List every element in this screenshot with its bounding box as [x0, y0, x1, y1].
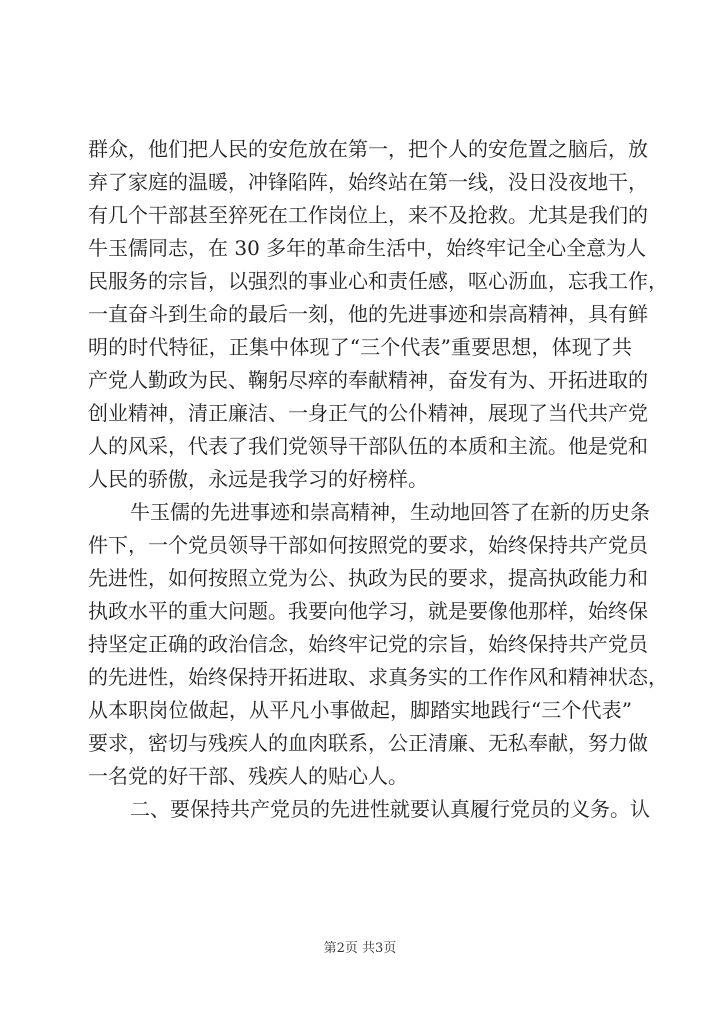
text-line: 一直奋斗到生命的最后一刻，他的先进事迹和崇高精神，具有鲜	[88, 302, 648, 326]
text-line: 件下，一个党员领导干部如何按照党的要求，始终保持共产党员	[88, 533, 648, 557]
text-line: 先进性，如何按照立党为公、执政为民的要求，提高执政能力和	[88, 566, 648, 590]
text-line: 要求，密切与残疾人的血肉联系，公正清廉、无私奉献，努力做	[88, 731, 648, 755]
text-line: 持坚定正确的政治信念，始终牢记党的宗旨，始终保持共产党员	[88, 632, 648, 656]
text-line: 弃了家庭的温暖，冲锋陷阵，始终站在第一线，没日没夜地干，	[88, 170, 648, 194]
text-line: 民服务的宗旨，以强烈的事业心和责任感，呕心沥血，忘我工作，	[88, 269, 668, 293]
text-line: 牛玉儒的先进事迹和崇高精神，生动地回答了在新的历史条	[130, 500, 650, 524]
text-line: 的先进性，始终保持开拓进取、求真务实的工作作风和精神状态，	[88, 665, 668, 689]
text-line: 牛玉儒同志，在 30 多年的革命生活中，始终牢记全心全意为人	[88, 236, 647, 260]
text-line: 从本职岗位做起，从平凡小事做起，脚踏实地践行“三个代表”	[88, 698, 632, 722]
text-line: 二、要保持共产党员的先进性就要认真履行党员的义务。认	[130, 797, 650, 821]
text-line: 明的时代特征，正集中体现了“三个代表”重要思想，体现了共	[88, 335, 632, 359]
text-line: 群众，他们把人民的安危放在第一，把个人的安危置之脑后，放	[88, 137, 648, 161]
text-line: 有几个干部甚至猝死在工作岗位上，来不及抢救。尤其是我们的	[88, 203, 648, 227]
text-line: 执政水平的重大问题。我要向他学习，就是要像他那样，始终保	[88, 599, 648, 623]
text-line: 创业精神，清正廉洁、一身正气的公仆精神，展现了当代共产党	[88, 401, 648, 425]
text-line: 人的风采，代表了我们党领导干部队伍的本质和主流。他是党和	[88, 434, 648, 458]
page-number-footer: 第2页 共3页	[323, 941, 397, 956]
text-line: 人民的骄傲，永远是我学习的好榜样。	[88, 467, 428, 491]
document-body	[88, 133, 668, 826]
text-line: 一名党的好干部、残疾人的贴心人。	[88, 764, 408, 788]
text-line: 产党人勤政为民、鞠躬尽瘁的奉献精神，奋发有为、开拓进取的	[88, 368, 648, 392]
